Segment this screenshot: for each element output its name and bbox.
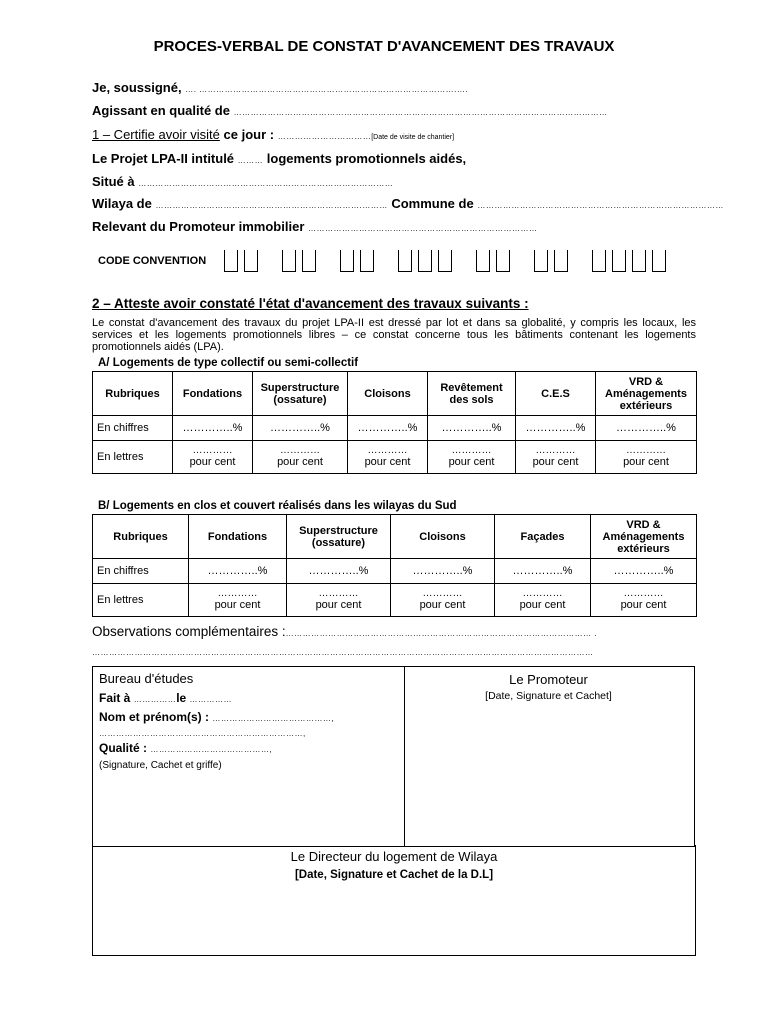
projet-dots[interactable]: ……… — [237, 156, 264, 165]
soussigne-label: Je, soussigné, — [92, 80, 182, 95]
table-row — [93, 559, 697, 584]
promoteur-note: [Date, Signature et Cachet] — [485, 690, 612, 702]
qualite-line — [92, 103, 608, 118]
tableA-header: Superstructure (ossature) — [253, 372, 348, 416]
page-title: PROCES-VERBAL DE CONSTAT D'AVANCEMENT DES TRAVAUX — [153, 38, 615, 55]
observations-label: Observations complémentaires : — [92, 624, 286, 639]
code-convention-boxes[interactable] — [224, 250, 690, 272]
code-group[interactable] — [534, 250, 574, 272]
wilaya-label: Wilaya de — [92, 196, 152, 211]
directeur-box — [92, 845, 696, 956]
tableA-header: Cloisons — [348, 372, 428, 416]
wilaya-dots[interactable]: ……………………………………………………………….……… — [155, 201, 388, 210]
lettres-cell[interactable]: ………… pour cent — [591, 584, 697, 617]
fait-line: Fait à ……………le …………… — [99, 691, 233, 705]
tableA-header: C.E.S — [516, 372, 596, 416]
certifie-line — [92, 127, 454, 142]
projet-value: logements promotionnels aidés, — [266, 151, 467, 166]
lettres-cell[interactable]: ………… pour cent — [287, 584, 391, 617]
situe-label: Situé à — [92, 174, 135, 189]
code-group[interactable] — [476, 250, 516, 272]
bureau-etudes-box — [92, 666, 405, 847]
promoteur-label: Relevant du Promoteur immobilier — [92, 219, 305, 234]
certifie-note: [Date de visite de chantier] — [371, 134, 455, 141]
section2-heading: 2 – Atteste avoir constaté l'état d'avancement des travaux suivants : — [92, 296, 529, 311]
directeur-note: [Date, Signature et Cachet de la D.L] — [294, 869, 494, 881]
code-convention-label: CODE CONVENTION — [98, 255, 207, 267]
chiffres-cell[interactable]: …………..% — [391, 559, 495, 584]
tableB-header: Façades — [495, 515, 591, 559]
certifie-bold: ce jour : — [223, 127, 275, 142]
observations-dots[interactable]: ……………………………………………………………………………………………… . — [285, 629, 598, 638]
promoteur-box — [403, 666, 695, 847]
chiffres-cell[interactable]: …………..% — [428, 416, 516, 441]
qualite-dots[interactable]: …………………………………………………………………………………………………………………… — [233, 108, 608, 117]
row-label: En lettres — [93, 584, 189, 617]
lettres-cell[interactable]: ………… pour cent — [428, 441, 516, 474]
code-group[interactable] — [340, 250, 380, 272]
commune-label: Commune de — [391, 196, 474, 211]
tableB — [92, 514, 697, 617]
tableB-header: Fondations — [189, 515, 287, 559]
tableA-caption: A/ Logements de type collectif ou semi-collectif — [98, 357, 359, 369]
bureau-title: Bureau d'études — [99, 671, 194, 686]
tableB-header: Superstructure (ossature) — [287, 515, 391, 559]
lettres-cell[interactable]: ………… pour cent — [253, 441, 348, 474]
qualite-sig-line: Qualité : ……………………………………, — [99, 741, 273, 755]
lettres-cell[interactable]: ………… pour cent — [173, 441, 253, 474]
chiffres-cell[interactable]: …………..% — [516, 416, 596, 441]
code-group[interactable] — [282, 250, 322, 272]
chiffres-cell[interactable]: …………..% — [495, 559, 591, 584]
tableB-header: VRD & Aménagements extérieurs — [591, 515, 697, 559]
tableB-header: Cloisons — [391, 515, 495, 559]
lettres-cell[interactable]: ………… pour cent — [348, 441, 428, 474]
chiffres-cell[interactable]: …………..% — [173, 416, 253, 441]
tableB-header: Rubriques — [93, 515, 189, 559]
chiffres-cell[interactable]: …………..% — [348, 416, 428, 441]
table-row — [93, 441, 697, 474]
row-label: En chiffres — [93, 559, 189, 584]
le-dots[interactable]: …………… — [189, 695, 233, 704]
situe-line — [92, 174, 393, 189]
tableA-header: VRD & Aménagements extérieurs — [596, 372, 697, 416]
certifie-label: 1 – Certifie avoir visité — [92, 127, 220, 142]
qualite-label: Agissant en qualité de — [92, 103, 230, 118]
commune-dots[interactable]: …………………………………………………………………………… — [477, 201, 724, 210]
observations-line — [92, 624, 597, 639]
chiffres-cell[interactable]: …………..% — [591, 559, 697, 584]
certifie-dots[interactable]: …………………………… — [277, 132, 372, 141]
soussigne-dots[interactable]: …. ……………………………………………………………………………….…. — [185, 85, 469, 94]
qualite-sig-dots[interactable]: ……………………………………, — [150, 745, 273, 754]
chiffres-cell[interactable]: …………..% — [287, 559, 391, 584]
code-group[interactable] — [592, 250, 672, 272]
tableA-header: Revêtement des sols — [428, 372, 516, 416]
chiffres-cell[interactable]: …………..% — [253, 416, 348, 441]
promoteur-line — [92, 219, 538, 234]
promoteur-dots[interactable]: ……………………………………………………………………… — [308, 224, 538, 233]
nom-dots-line[interactable]: ………………………………………………………………, — [99, 729, 306, 738]
code-group[interactable] — [398, 250, 458, 272]
tableA-header: Fondations — [173, 372, 253, 416]
lettres-cell[interactable]: ………… pour cent — [391, 584, 495, 617]
code-group[interactable] — [224, 250, 264, 272]
fait-dots[interactable]: …………… — [133, 695, 177, 704]
tableA — [92, 371, 697, 474]
tableB-caption: B/ Logements en clos et couvert réalisés dans les wilayas du Sud — [98, 500, 457, 512]
promoteur-title: Le Promoteur — [509, 672, 588, 687]
observations-dots-line[interactable]: …………………………………………………………………………………………………………………………………………………………… — [92, 648, 594, 657]
section2-paragraph: Le constat d'avancement des travaux du projet LPA-II est dressé par lot et dans sa globalité, y compris les locaux, les services et les logements promotionnels libres – ce constat concerne tous les bâtiments contenant les logements promotionnels aidés (LPA). — [92, 317, 696, 353]
nom-line: Nom et prénom(s) : ……………………………………, — [99, 710, 335, 724]
tableA-header: Rubriques — [93, 372, 173, 416]
lettres-cell[interactable]: ………… pour cent — [596, 441, 697, 474]
bureau-note: (Signature, Cachet et griffe) — [99, 760, 222, 771]
nom-dots[interactable]: ……………………………………, — [212, 714, 335, 723]
table-row — [93, 416, 697, 441]
chiffres-cell[interactable]: …………..% — [189, 559, 287, 584]
projet-line — [92, 151, 466, 166]
situe-dots[interactable]: ……………………………………………………………………………… — [138, 179, 394, 188]
directeur-title: Le Directeur du logement de Wilaya — [290, 849, 498, 864]
chiffres-cell[interactable]: …………..% — [596, 416, 697, 441]
soussigne-line — [92, 80, 468, 95]
table-row — [93, 584, 697, 617]
projet-label: Le Projet LPA-II intitulé — [92, 151, 235, 166]
lettres-cell[interactable]: ………… pour cent — [516, 441, 596, 474]
lettres-cell[interactable]: ………… pour cent — [495, 584, 591, 617]
row-label: En chiffres — [93, 416, 173, 441]
lettres-cell[interactable]: ………… pour cent — [189, 584, 287, 617]
wilaya-line — [92, 196, 724, 211]
row-label: En lettres — [93, 441, 173, 474]
